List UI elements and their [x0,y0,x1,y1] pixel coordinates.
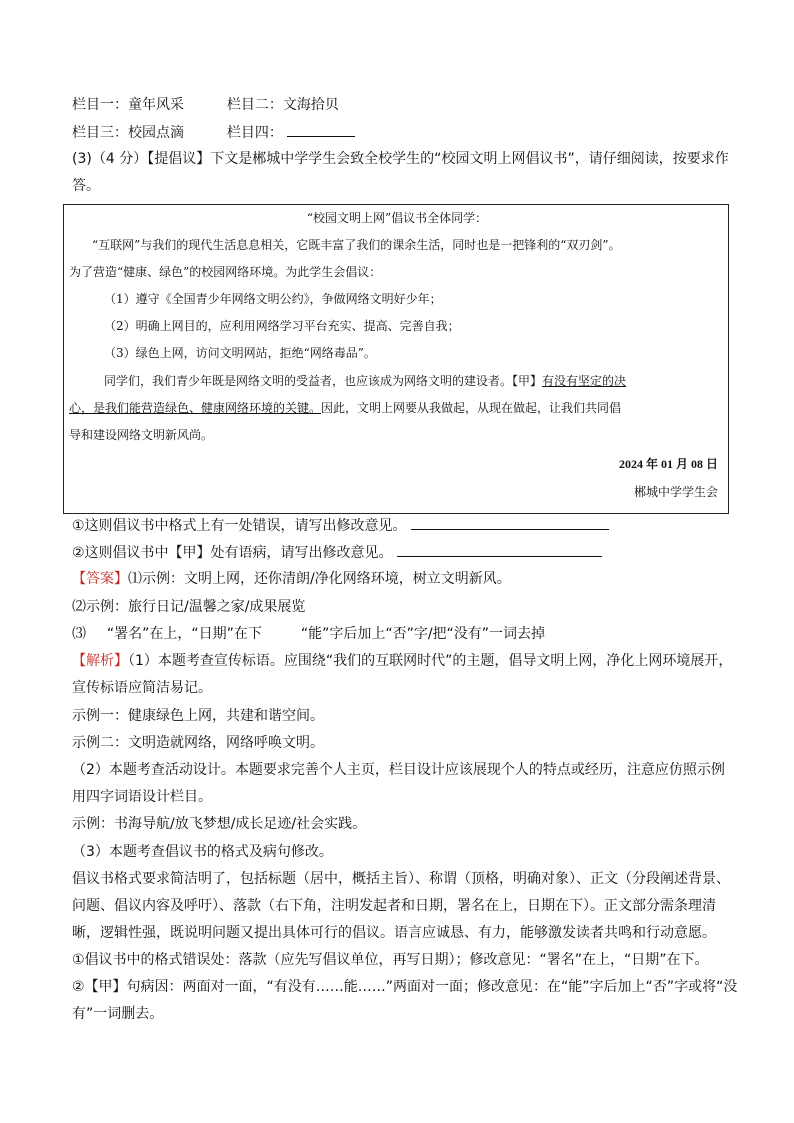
proposal-item-2: （2）明确上网目的，应利用网络学习平台充实、提高、完善自我； [104,319,460,333]
answer-line-1 [72,569,511,589]
answer-3-part-1: “署名”在上，“日期”在下 [106,626,262,642]
question-3-line-2: 答。 [72,178,100,194]
proposal-marked-sentence-start: 有没有坚定的决 [542,374,627,388]
proposal-title: “校园文明上网”倡议书全体同学： [306,211,488,225]
answer-3-number: ⑶ [72,626,86,642]
proposal-item-1: （1）遵守《全国青少年网络文明公约》，争做网络文明好少年； [104,292,442,306]
column-row-2 [72,122,355,143]
proposal-para-2a-text: 同学们，我们青少年既是网络文明的受益者，也应该成为网络文明的建设者。【甲】 [104,374,543,388]
proposal-para-2b [69,400,621,416]
proposal-box [63,204,729,514]
answer-2: ⑵示例：旅行日记/温馨之家/成果展览 [72,599,306,615]
analysis-line-7: 示例：书海导航/放飞梦想/成长足迹/社会实践。 [72,816,367,832]
subquestion-2-blank[interactable] [397,542,602,557]
answer-1: ⑴示例：文明上网，还你清朗/净化网络环境，树立文明新风。 [128,571,511,587]
proposal-para-2b-text: 因此，文明上网要从我做起，从现在做起，让我们共同倡 [321,401,622,415]
column-3-label: 栏目三：校园点滴 [72,125,184,141]
analysis-line-4: 示例二：文明造就网络，网络呼唤文明。 [72,735,324,751]
analysis-line-2: 宣传标语应简洁易记。 [72,680,212,696]
proposal-para-2c: 导和建设网络文明新风尚。 [69,428,214,442]
analysis-line-8: （3）本题考查倡议书的格式及病句修改。 [72,844,333,860]
analysis-line-6: 用四字词语设计栏目。 [72,789,212,805]
analysis-line-10: 问题、倡议内容及呼吁）、落款（右下角，注明发起者和日期，署名在上，日期在下）。正文部分需条理清 [72,898,716,914]
proposal-para-1b: 为了营造“健康、绿色”的校园网络环境。为此学生会倡议： [69,265,382,279]
answer-line-3 [72,624,545,644]
analysis-line-11: 晰，逻辑性强，既说明问题又提出具体可行的倡议。语言应诚恳、有力，能够激发读者共鸣和行动意愿。 [72,925,716,941]
subquestion-1-text: ①这则倡议书中格式上有一处错误，请写出修改意见。 [72,518,407,534]
proposal-para-2a [104,373,626,389]
proposal-para-1a: “互联网”与我们的现代生活息息相关，它既丰富了我们的课余生活，同时也是一把锋利的“双刃剑”。 [92,238,621,252]
analysis-text-1: （1）本题考查宣传标语。应围绕“我们的互联网时代”的主题，倡导文明上网，净化上网环境展开， [128,653,733,669]
column-4-blank[interactable] [287,122,355,137]
analysis-line-9: 倡议书格式要求简洁明了，包括标题（居中，概括主旨）、称谓（顶格，明确对象）、正文（分段阐述背景、 [72,871,730,887]
proposal-signer: 郴城中学学生会 [633,485,718,499]
column-2-label: 栏目二：文海拾贝 [226,97,339,113]
analysis-line-14: 有”一词删去。 [72,1006,164,1022]
answer-label: 【答案】 [72,571,128,587]
question-3-line-1: (3)（4 分）【提倡议】下文是郴城中学学生会致全校学生的“校园文明上网倡议书”，请仔细阅读，按要求作 [72,151,729,167]
subquestion-1-blank[interactable] [411,515,609,530]
analysis-line-5: （2）本题考查活动设计。本题要求完善个人主页，栏目设计应该展现个人的特点或经历，注意应仿照示例 [72,762,725,778]
analysis-label: 【解析】 [72,653,128,669]
column-4-label: 栏目四： [226,125,283,141]
proposal-marked-sentence-end: 心，是我们能营造绿色、健康网络环境的关键。 [69,401,322,415]
subquestion-2 [72,542,602,563]
analysis-line-12: ①倡议书中的格式错误处：落款（应先写倡议单位，再写日期）；修改意见：“署名”在上，“日期”在下。 [72,952,709,968]
column-1-label: 栏目一：童年风采 [72,97,184,113]
analysis-line-1 [72,651,732,671]
proposal-date: 2024 年 01 月 08 日 [618,457,718,471]
subquestion-1 [72,515,609,536]
proposal-item-3: （3）绿色上网，访问文明网站，拒绝“网络毒品”。 [104,346,376,360]
analysis-line-13: ②【甲】句病因：两面对一面，“有没有……能……”两面对一面；修改意见：在“能”字后加上“否”字或将“没 [72,979,738,995]
answer-3-part-2: “能”字后加上“否”字/把“没有”一词去掉 [300,626,546,642]
subquestion-2-text: ②这则倡议书中【甲】处有语病，请写出修改意见。 [72,545,393,561]
column-row-1 [72,95,339,115]
analysis-line-3: 示例一：健康绿色上网，共建和谐空间。 [72,708,324,724]
